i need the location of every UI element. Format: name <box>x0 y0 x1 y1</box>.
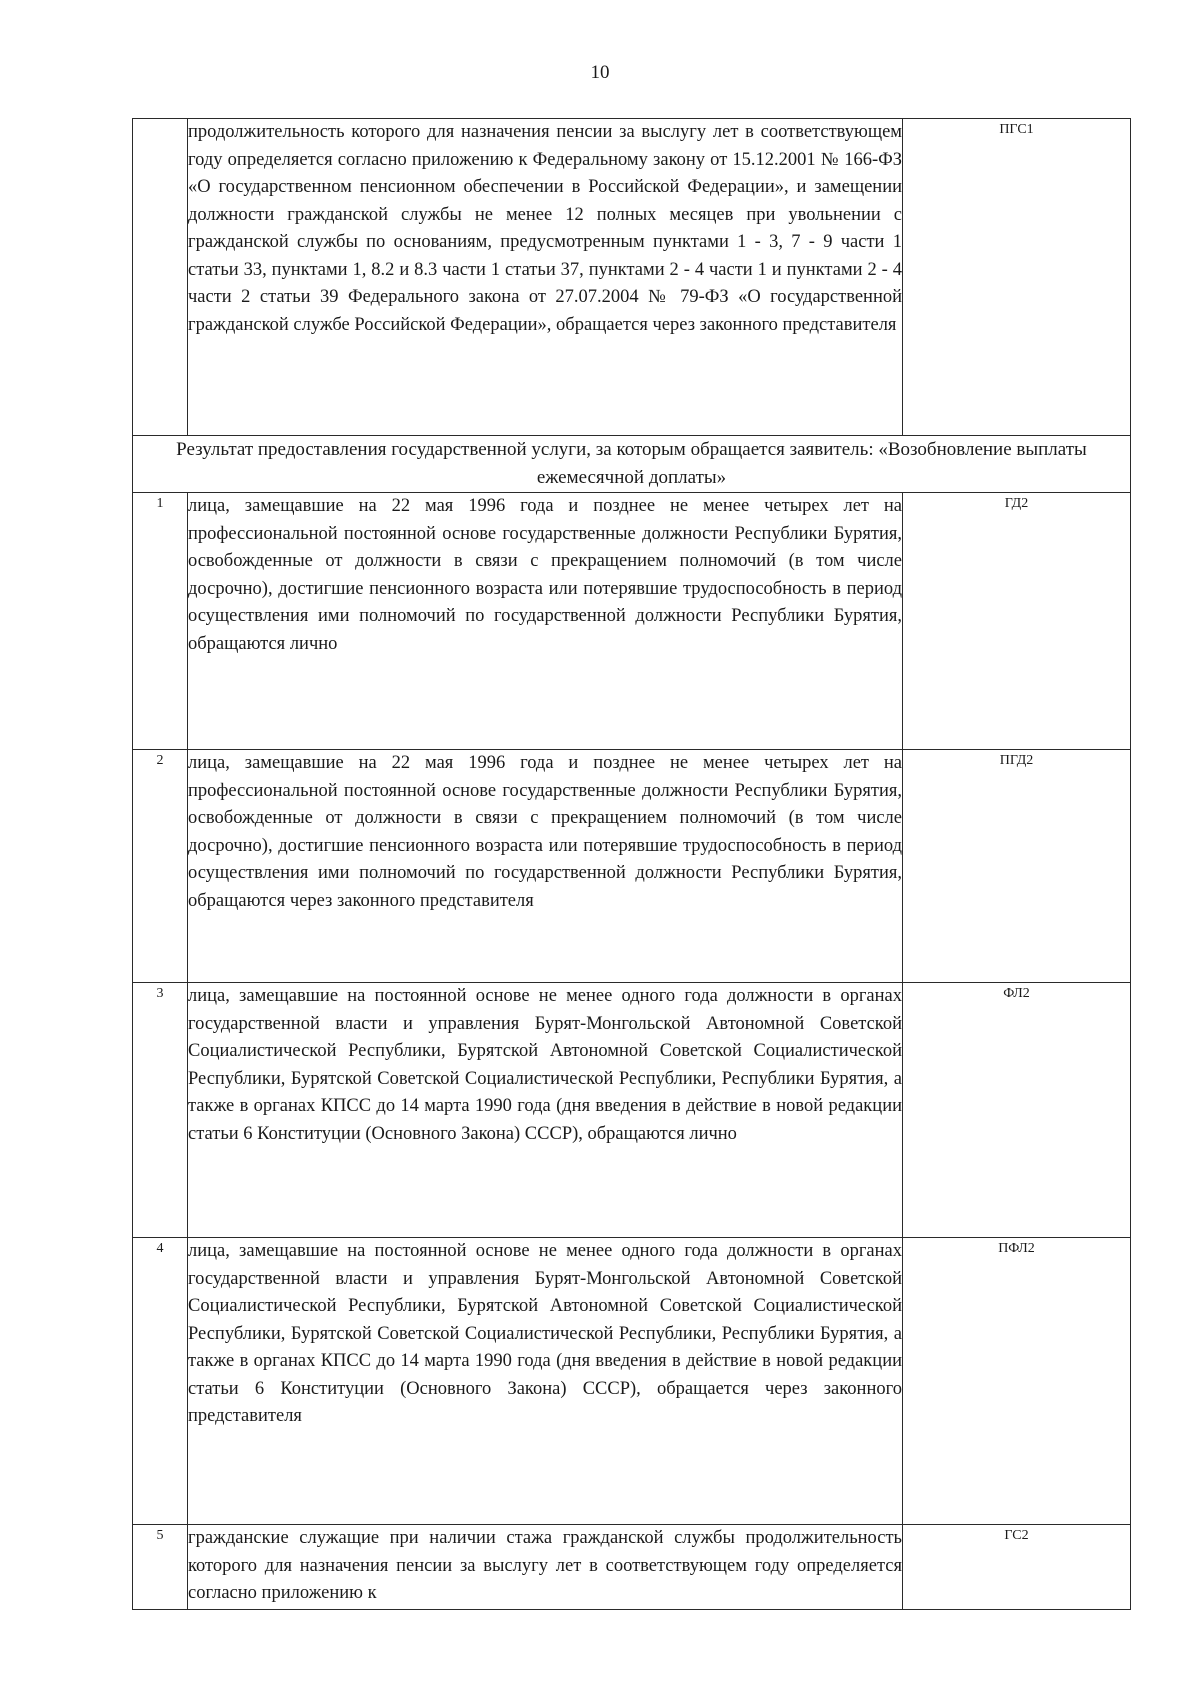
applicant-category <box>188 1238 903 1525</box>
page-number: 10 <box>590 62 610 83</box>
row-number: 1 <box>133 493 188 750</box>
table-row <box>133 983 1131 1238</box>
variant-code: ПГД2 <box>903 750 1131 983</box>
variant-code: ГД2 <box>903 493 1131 750</box>
variant-code: ПГС1 <box>903 119 1131 436</box>
section-header-row <box>133 436 1131 493</box>
applicant-category-text: продолжительность которого для назначения пенсии за выслугу лет в соответствующем году определяется согласно приложению к Федеральному закону от 15.12.2001 № 166-ФЗ «О государственном пенсионном обеспечении в Российской Федерации», и замещении должности гражданской службы не менее 12 полных месяцев при увольнении с гражданской службы по основаниям, предусмотренным пунктами 1 - 3, 7 - 9 части 1 статьи 33, пунктами 1, 8.2 и 8.3 части 1 статьи 37, пунктами 2 - 4 части 1 и пунктами 2 - 4 части 2 статьи 39 Федерального закона от 27.07.2004 № 79-ФЗ «О государственной гражданской службе Российской Федерации», обращается через законного представителя <box>188 122 902 335</box>
applicant-category <box>188 493 903 750</box>
variant-code: ФЛ2 <box>903 983 1131 1238</box>
row-number: 5 <box>133 1525 188 1610</box>
table-row <box>133 119 1131 436</box>
table-row <box>133 750 1131 983</box>
applicant-category-text: лица, замещавшие на постоянной основе не менее одного года должности в органах государственной власти и управления Бурят-Монгольской Автономной Советской Социалистической Республики, Бурятской Автономной Советской Социалистической Республики, Бурятской Советской Социалистической Республики, Республики Бурятия, а также в органах КПСС до 14 марта 1990 года (дня введения в действие в новой редакции статьи 6 Конституции (Основного Закона) СССР), обращаются лично <box>188 986 902 1144</box>
applicant-category <box>188 983 903 1238</box>
table-row <box>133 493 1131 750</box>
row-number: 3 <box>133 983 188 1238</box>
table-row <box>133 1238 1131 1525</box>
row-number: 4 <box>133 1238 188 1525</box>
row-number <box>133 119 188 436</box>
applicant-category <box>188 750 903 983</box>
section-title: Результат предоставления государственной услуги, за которым обращается заявитель: «Возобновление выплаты ежемесячной доплаты» <box>133 436 1131 493</box>
applicant-category-text: лица, замещавшие на 22 мая 1996 года и позднее не менее четырех лет на профессиональной постоянной основе государственные должности Республики Бурятия, освобожденные от должности в связи с прекращением полномочий (в том числе досрочно), достигшие пенсионного возраста или потерявшие трудоспособность в период осуществления ими полномочий по государственной должности Республики Бурятия, обращаются лично <box>188 496 902 654</box>
table-row <box>133 1525 1131 1610</box>
variant-code: ГС2 <box>903 1525 1131 1610</box>
services-table <box>132 118 1131 1610</box>
row-number: 2 <box>133 750 188 983</box>
applicant-category-text: лица, замещавшие на 22 мая 1996 года и позднее не менее четырех лет на профессиональной постоянной основе государственные должности Республики Бурятия, освобожденные от должности в связи с прекращением полномочий (в том числе досрочно), достигшие пенсионного возраста или потерявшие трудоспособность в период осуществления ими полномочий по государственной должности Республики Бурятия, обращаются через законного представителя <box>188 753 902 911</box>
applicant-category <box>188 119 903 436</box>
applicant-category <box>188 1525 903 1610</box>
variant-code: ПФЛ2 <box>903 1238 1131 1525</box>
applicant-category-text: гражданские служащие при наличии стажа гражданской службы продолжительность которого для назначения пенсии за выслугу лет в соответствующем году определяется согласно приложению к <box>188 1528 902 1603</box>
applicant-category-text: лица, замещавшие на постоянной основе не менее одного года должности в органах государственной власти и управления Бурят-Монгольской Автономной Советской Социалистической Республики, Бурятской Автономной Советской Социалистической Республики, Бурятской Советской Социалистической Республики, Республики Бурятия, а также в органах КПСС до 14 марта 1990 года (дня введения в действие в новой редакции статьи 6 Конституции (Основного Закона) СССР), обращается через законного представителя <box>188 1241 902 1426</box>
